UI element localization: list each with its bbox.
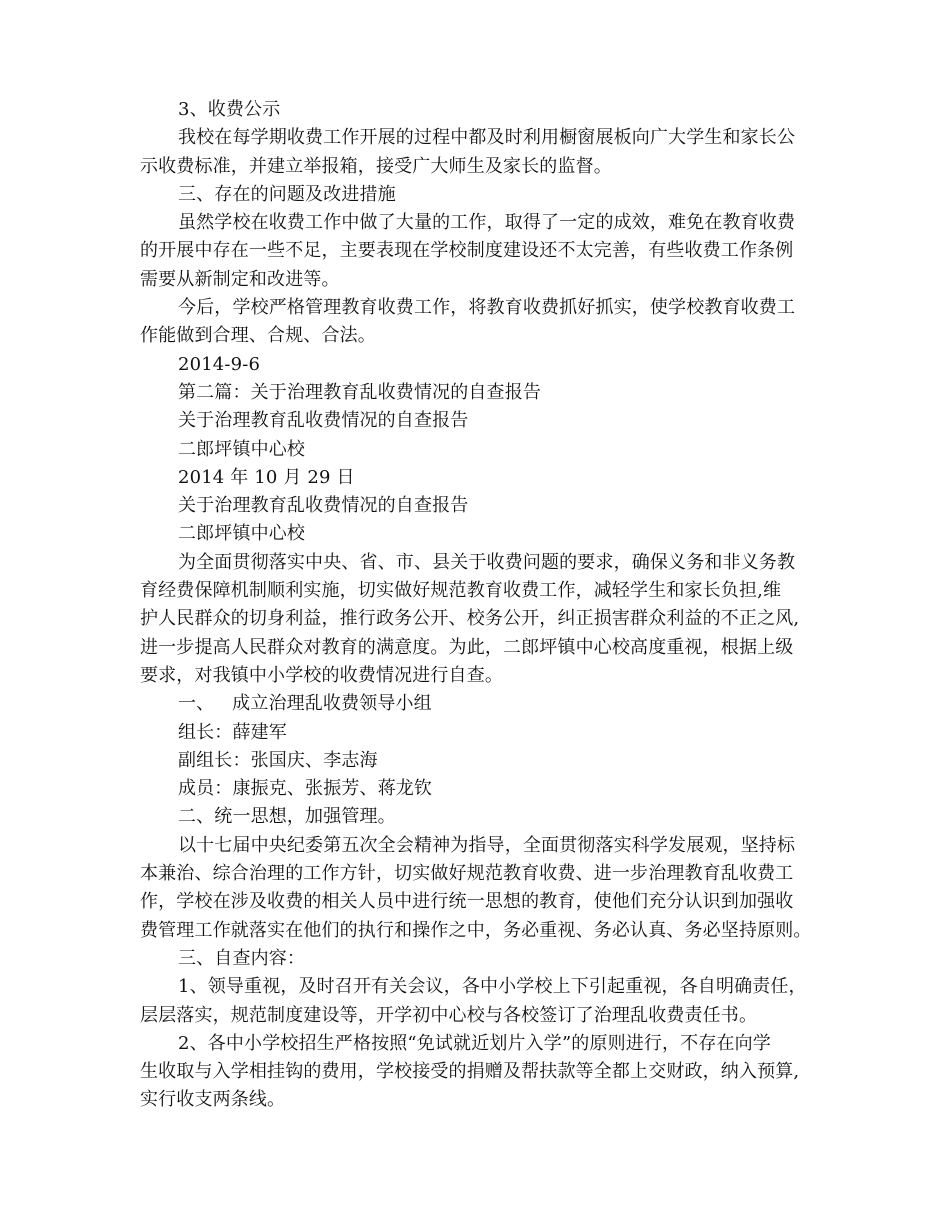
report-title: 关于治理教育乱收费情况的自查报告 [178,410,469,432]
section-heading: 三、自查内容： [178,947,306,969]
member-line: 成员：康振克、张振芳、蒋龙钦 [178,778,433,800]
paragraph-line: 我校在每学期收费工作开展的过程中都及时利用橱窗展板向广大学生和家长公 [178,127,796,149]
section-heading: 三、存在的问题及改进措施 [178,183,396,205]
paragraph-line: 的开展中存在一些不足，主要表现在学校制度建设还不太完善，有些收费工作条例 [140,240,794,262]
section-heading: 二、统一思想，加强管理。 [178,806,396,828]
paragraph-line: 层层落实，规范制度建设等，开学初中心校与各校签订了治理乱收费责任书。 [140,1004,758,1026]
paragraph-line: 生收取与入学相挂钩的费用，学校接受的捐赠及帮扶款等全都上交财政，纳入预算, [140,1061,800,1083]
paragraph-line: 2、各中小学校招生严格按照“免试就近划片入学”的原则进行，不存在向学 [178,1032,771,1054]
paragraph-line: 育经费保障机制顺利实施，切实做好规范教育收费工作，减轻学生和家长负担,维 [140,580,782,602]
paragraph-line: 费管理工作就落实在他们的执行和操作之中，务必重视、务必认真、务必坚持原则。 [140,919,812,941]
report-title: 关于治理教育乱收费情况的自查报告 [178,495,469,517]
part-title: 第二篇：关于治理教育乱收费情况的自查报告 [178,381,541,403]
paragraph-line: 本兼治、综合治理的工作方针，切实做好规范教育收费、进一步治理教育乱收费工 [140,863,794,885]
date-line: 2014-9-6 [178,353,261,375]
paragraph-line: 为全面贯彻落实中央、省、市、县关于收费问题的要求，确保义务和非义务教 [178,551,796,573]
paragraph-line: 作能做到合理、合规、合法。 [140,325,376,347]
section-heading: 3、收费公示 [178,99,281,120]
paragraph-line: 要求，对我镇中小学校的收费情况进行自查。 [140,664,503,686]
paragraph-line: 虽然学校在收费工作中做了大量的工作，取得了一定的成效，难免在教育收费 [178,212,796,234]
paragraph-line: 1、领导重视，及时召开有关会议，各中小学校上下引起重视，各自明确责任， [178,976,807,998]
organization-name: 二郎坪镇中心校 [178,523,306,545]
paragraph-line: 实行收支两条线。 [140,1089,286,1111]
date-line: 2014 年 10 月 29 日 [178,466,355,488]
paragraph-line: 需要从新制定和改进等。 [140,268,340,290]
paragraph-line: 示收费标准，并建立举报箱，接受广大师生及家长的监督。 [140,155,612,177]
paragraph-line: 作，学校在涉及收费的相关人员中进行统一思想的教育，使他们充分认识到加强收 [140,891,794,913]
member-line: 组长：薛建军 [178,721,287,743]
paragraph-line: 以十七届中央纪委第五次全会精神为指导，全面贯彻落实科学发展观，坚持标 [178,834,796,856]
paragraph-line: 护人民群众的切身利益，推行政务公开、校务公开，纠正损害群众利益的不正之风, [140,608,800,630]
paragraph-line: 今后，学校严格管理教育收费工作，将教育收费抓好抓实，使学校教育收费工 [178,297,796,319]
paragraph-line: 进一步提高人民群众对教育的满意度。为此，二郎坪镇中心校高度重视，根据上级 [140,636,794,658]
member-line: 副组长：张国庆、李志海 [178,749,378,771]
section-heading: 一、 成立治理乱收费领导小组 [178,693,432,715]
document-body [140,96,830,1115]
organization-name: 二郎坪镇中心校 [178,438,306,460]
